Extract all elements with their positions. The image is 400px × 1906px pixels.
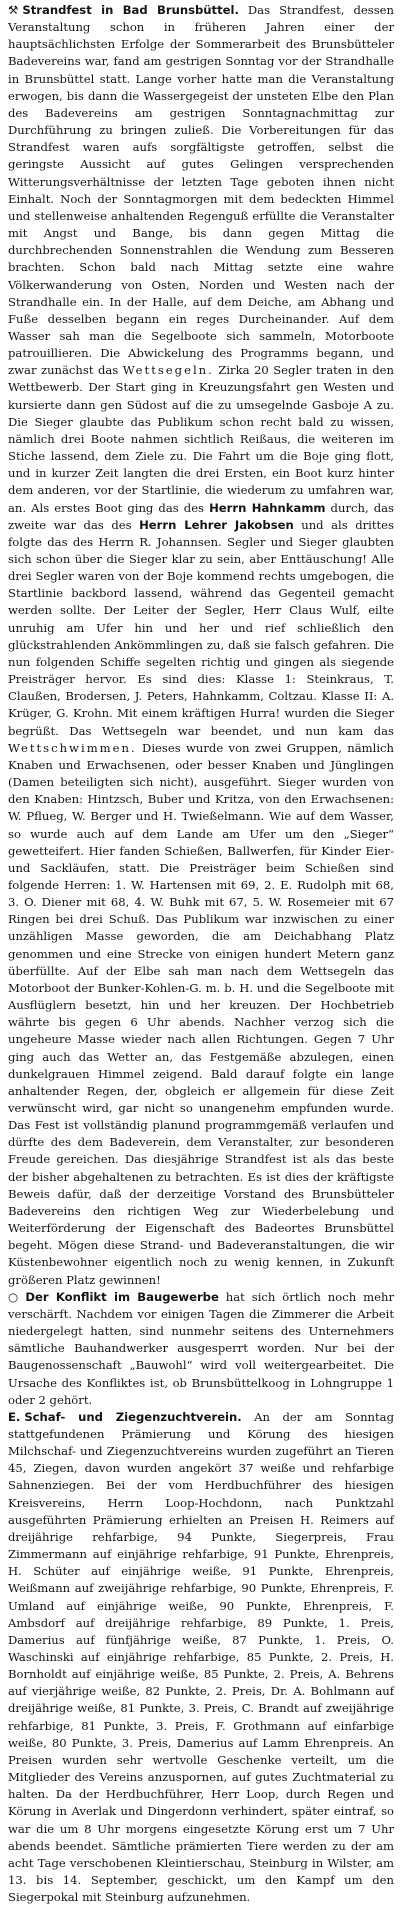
article — [8, 2, 394, 1289]
article-headline: Strandfest in Bad Brunsbüttel. — [22, 3, 239, 17]
article-marker: E. — [8, 1409, 21, 1424]
article — [8, 1409, 394, 1906]
emphasized-name: Herrn Lehrer Jakobsen — [139, 517, 294, 532]
article-paragraph — [8, 1289, 394, 1409]
body-text: und als drittes folgte das des Herrn R. Johannsen. Segler und Sieger glaubten sich schon über die Sieger klar zu sein, aber Enttäuschung! Alle drei Segler waren von der Boje kommend rechts umgebogen, die Startlinie backbord lassend, während das Gegenteil gemacht werden sollte. Der Leiter der Segler, Herr Claus Wulf, eilte unruhig am Ufer hin und her und rief schließlich den glückstrahlenden Ankömmlingen zu, daß sie falsch gefahren. Die nun folgenden Schiffe segelten richtig und gingen als siegende Preisträger hervor. Es sind dies: Klasse 1: Steinkraus, T. Claußen, Brodersen, J. Peters, Hahnkamm, Coltzau. Klasse II: A. Krüger, G. Krohn. Mit einem kräftigen Hurra! wurden die Sieger begrüßt. Das Wettsegeln war beendet, und nun kam das — [8, 517, 394, 738]
spaced-heading: Wettsegeln. — [122, 363, 214, 378]
spaced-heading: Wettschwimmen. — [8, 740, 137, 755]
article-headline: Der Konflikt im Baugewerbe — [25, 1289, 219, 1304]
body-text: hat sich örtlich noch mehr verschärft. Nachdem vor einigen Tagen die Zimmerer die Arbeit niedergelegt hatten, sind nunmehr seitens des Unternehmers sämtliche Bauhandwerker ausgesperrt worden. Nur bei der Baugenossenschaft „Bauwohl“ wird voll weitergearbeitet. Die Ursache des Konfliktes ist, ob Brunsbüttelkoog in Lohngruppe 1 oder 2 gehört. — [8, 1289, 394, 1407]
body-text: Das Strandfest, dessen Veranstaltung schon in früheren Jahren einer der hauptsächlichsten Erfolge der Sommerarbeit des Brunsbütteler Badevereins war, fand am gestrigen Sonntag vor der Strandhalle in Brunsbüttel statt. Lange vorher hatte man die Veranstaltung erwogen, bis dann die Wassergegeist der unsteten Elbe den Plan des Badevereins am gestrigen Sonntagnachmittag zur Durchführung zu bringen zuließ. Die Vorbereitungen für das Strandfest waren aufs sorgfältigste getroffen, selbst die geringste Aussicht auf gutes Gelingen versprechenden Witterungsverhältnisse der letzten Tage geboten ihnen nicht Einhalt. Noch der Sonntagmorgen mit dem bedeckten Himmel und stellenweise anhaltenden Regenguß erfüllte die Veranstalter mit Angst und Bange, bis dann gegen Mittag die durchbrechenden Sonnenstrahlen die Wendung zum Besseren brachten. Schon bald nach Mittag setzte eine wahre Völkerwanderung von Osten, Norden und Westen nach der Strandhalle ein. In der Halle, auf dem Deiche, am Abhang und Fuße desselben begann ein reges Durcheinander. Auf dem Wasser sah man die Segelboote sich sammeln, Motorboote patrouillieren. Die Abwickelung des Programms begann, und zwar zunächst das — [8, 3, 394, 378]
body-text: An der am Sonntag stattgefundenen Prämierung und Körung des hiesigen Milchschaf- und Ziegenzuchtvereins wurden zugeführt an Tieren 45, Ziegen, davon wurden angekört 37 weiße und rehfarbige Sahnenziegen. Bei der vom Herdbuchführer des hiesigen Kreisvereins, Herrn Loop-Hochdonn, nach Punktzahl ausgeführten Prämierung erhielten an Preisen H. Reimers auf dreijährige rehfarbige, 94 Punkte, Siegerpreis, Frau Zimmermann auf einjährige rehfarbige, 91 Punkte, Ehrenpreis, H. Schüter auf einjährige weiße, 91 Punkte, Ehrenpreis, Weißmann auf zweijährige rehfarbige, 90 Punkte, Ehrenpreis, F. Umland auf einjährige weiße, 90 Punkte, Ehrenpreis, F. Ambsdorf auf dreijährige rehfarbige, 89 Punkte, 1. Preis, Damerius auf fünfjährige weiße, 87 Punkte, 1. Preis, O. Waschinski auf einjährige rehfarbige, 85 Punkte, 2. Preis, H. Bornholdt auf einjährige weiße, 85 Punkte, 2. Preis, A. Behrens auf vierjährige weiße, 82 Punkte, 2. Preis, Dr. A. Bohlmann auf dreijährige weiße, 81 Punkte, 3. Preis, C. Brandt auf zweijährige rehfarbige, 81 Punkte, 3. Preis, F. Grothmann auf einfarbige weiße, 80 Punkte, 3. Preis, Damerius auf Lamm Ehrenpreis. An Preisen wurden sehr wertvolle Geschenke verteilt, um die Mitglieder des Vereins anzuspornen, auf gutes Zuchtmaterial zu halten. Da der Herdbuchführer, Herr Loop, durch Regen und Körung in Averlak und Dingerdonn verhindert, später eintraf, so war die um 8 Uhr morgens eingesetzte Körung erst um 7 Uhr abends beendet. Sämtliche prämierten Tiere werden zu der am acht Tage verschobenen Kleintierschau, Steinburg in Wilster, am 13. bis 14. September, geschickt, um den Kampf um den Siegerpokal mit Steinburg aufzunehmen. — [8, 1409, 394, 1905]
body-text: Dieses wurde von zwei Gruppen, nämlich Knaben und Erwachsenen, oder besser Knaben und Jünglingen (Damen beteiligten sich nicht), ausgeführt. Sieger wurden von den Knaben: Hintzsch, Buber und Kritza, von den Erwachsenen: W. Pflueg, W. Berger und H. Twießelmann. Wie auf dem Wasser, so wurde auch auf dem Lande am Ufer um den „Sieger“ gewetteifert. Hier fanden Schießen, Ballwerfen, für Kinder Eier- und Sackläufen, statt. Die Preisträger beim Schießen sind folgende Herren: 1. W. Hartensen mit 69, 2. E. Rudolph mit 68, 3. O. Diener mit 68, 4. W. Buhk mit 67, 5. W. Rosemeier mit 67 Ringen bei drei Schuß. Das Publikum war inzwischen zu einer unzähligen Masse geworden, die am Deichabhang Platz genommen und eine Strecke von einigen hundert Metern ganz überfüllte. Auf der Elbe sah man nach dem Wettsegeln das Motorboot der Bunker-Kohlen-G. m. b. H. und die Segelboote mit Ausflüglern besetzt, hin und her kreuzen. Der Hochbetrieb währte bis gegen 6 Uhr abends. Nachher verzog sich die ungeheure Masse wieder nach allen Richtungen. Gegen 7 Uhr ging auch das Wetter an, das Festgemäße abzulegen, einen dunkelgrauen Himmel zeigend. Bald darauf folgte ein lange anhaltender Regen, der, obgleich er allgemein für diese Zeit verwünscht wird, gar nicht so unangenehm empfunden wurde. Das Fest ist vollständig planund programmgemäß verlaufen und dürfte des dem Badeverein, dem Veranstalter, zur besonderen Freude gereichen. Das diesjährige Strandfest ist als das beste der bisher abgehaltenen zu betrachten. Es ist dies der kräftigste Beweis dafür, daß der derzeitige Vorstand des Brunsbütteler Badevereins den richtigen Weg zur Wiederbelebung und Weiterförderung der Eigenschaft des Badeortes Brunsbüttel begeht. Mögen diese Strand- und Badeveranstaltungen, die wir Küstenbewohner eigentlich noch zu wenig kennen, in Zukunft größeren Platz gewinnen! — [8, 740, 394, 1287]
article-marker: ○ — [8, 1289, 22, 1304]
article — [8, 1289, 394, 1409]
emphasized-name: Herrn Hahnkamm — [209, 500, 326, 515]
article-paragraph — [8, 2, 394, 1289]
article-headline: Schaf- und Ziegenzuchtverein. — [24, 1409, 242, 1424]
article-paragraph — [8, 1409, 394, 1906]
body-text: Zirka 20 Segler traten in den Wettbewerb. Der Start ging in Kreuzungsfahrt gen Westen und kursierte dann gen Südost auf die zu umsegelnde Gasboje A zu. Die Sieger glaubte das Publikum schon recht bald zu wissen, nämlich drei Boote nahmen sichtlich Reißaus, die weiteren im Stiche lassend, dem Ziele zu. Die Fahrt um die Boje ging flott, und in kurzer Zeit langten die drei Ersten, ein Boot kurz hinter dem anderen, vor der Startlinie, die wiederum zu umfahren war, an. Als erstes Boot ging das des — [8, 363, 394, 515]
body-text: durch, das zweite war das des — [8, 500, 394, 532]
article-column — [8, 2, 394, 1906]
article-marker: ⚒ — [8, 3, 19, 17]
